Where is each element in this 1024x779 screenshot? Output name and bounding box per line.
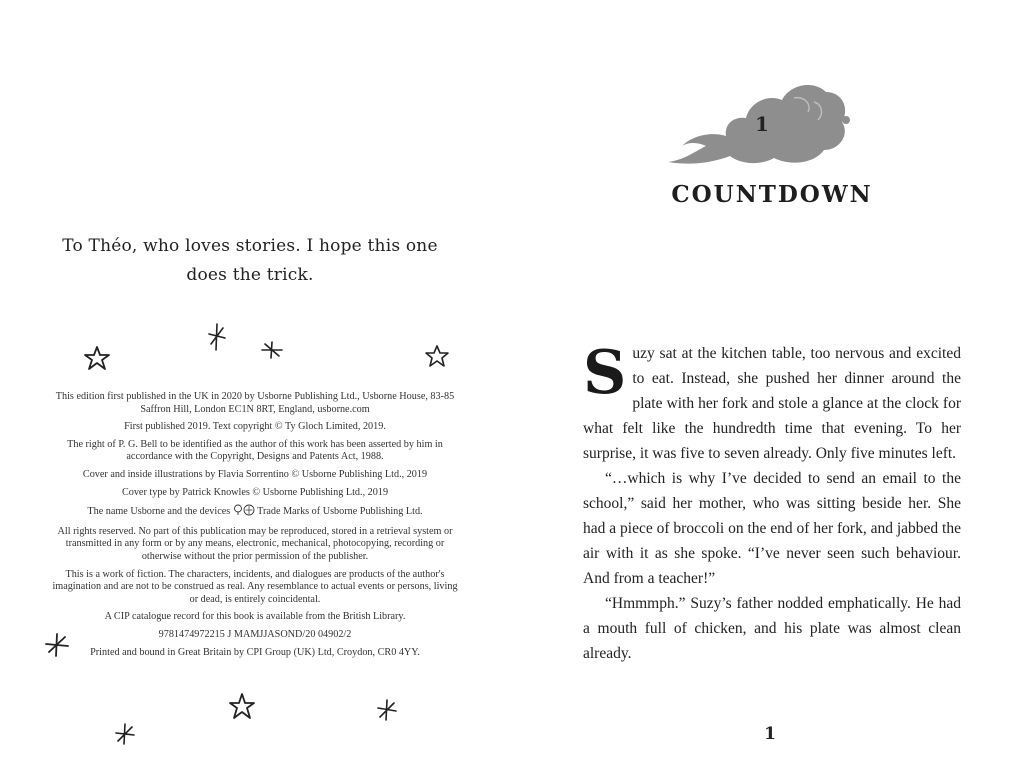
trademark-notice (52, 504, 458, 521)
cover-type-credit: Cover type by Patrick Knowles © Usborne Publishing Ltd., 2019 (121, 486, 389, 498)
rights-reserved: All rights reserved. No part of this publication may be reproduced, stored in a retrieval system or transmitted in any form or by any means, electronic, mechanical, photocopying, recording or otherwise without the prior permission of the publisher. (57, 525, 453, 562)
star-icon (82, 345, 112, 371)
right-page (512, 0, 1024, 779)
sparkle-icon (206, 322, 228, 352)
sparkle-icon (376, 698, 398, 722)
usborne-balloon-icon (233, 504, 255, 521)
illustrations-credit: Cover and inside illustrations by Flavia Sorrentino © Usborne Publishing Ltd., 2019 (82, 468, 428, 480)
fiction-notice: This is a work of fiction. The characters, incidents, and dialogues are products of the author's imagination and are not to be construed as real. Any resemblance to actual events or persons, living or dead, is entirely coincidental. (52, 568, 458, 605)
sparkle-icon (260, 340, 284, 360)
sparkle-icon (114, 722, 136, 746)
cip-notice: A CIP catalogue record for this book is available from the British Library. (104, 611, 406, 623)
paragraph: “…which is why I’ve decided to send an email to the school,” said her mother, who was sitting beside her. She had a piece of broccoli on the end of her fork, and jabbed the air with it as she spoke. “I’ve never seen such behaviour. And from a teacher!” (583, 470, 961, 587)
author-rights: The right of P. G. Bell to be identified as the author of this work has been asserted by him in accordance with the Copyright, Designs and Patents Act, 1988. (67, 438, 443, 463)
paragraph (583, 338, 961, 466)
paragraph: “Hmmmph.” Suzy’s father nodded emphatically. He had a mouth full of chicken, and his plate was almost clean already. (583, 595, 961, 662)
dedication: To Théo, who loves stories. I hope this one does the trick. (62, 236, 438, 285)
chapter-title: COUNTDOWN (671, 181, 873, 208)
trademark-text: The name Usborne and the devices (87, 506, 231, 518)
drop-cap: S (583, 338, 627, 408)
edition-notice: This edition first published in the UK in 2020 by Usborne Publishing Ltd., Usborne House, 83-85 Saffron Hill, London EC1N 8RT, England, usborne.com (55, 391, 455, 415)
chapter-body (583, 338, 961, 666)
star-icon (228, 692, 256, 720)
first-published: First published 2019. Text copyright © Ty Gloch Limited, 2019. (124, 421, 386, 433)
trademark-text-end: Trade Marks of Usborne Publishing Ltd. (257, 506, 423, 518)
printer-notice: Printed and bound in Great Britain by CPI Group (UK) Ltd, Croydon, CR0 4YY. (90, 646, 420, 658)
chapter-number: 1 (755, 112, 769, 136)
star-icon (424, 344, 450, 368)
page-number: 1 (764, 724, 776, 744)
paragraph-text: uzy sat at the kitchen table, too nervous and excited to eat. Instead, she pushed her dinner around the plate with her fork and stole a glance at the clock for what felt like the hundredth time that evening. To her surprise, it was five to seven already. Only five minutes left. (583, 345, 961, 462)
copyright-block (52, 391, 458, 664)
isbn-line: 9781474972215 J MAMJJASOND/20 04902/2 (158, 628, 352, 640)
